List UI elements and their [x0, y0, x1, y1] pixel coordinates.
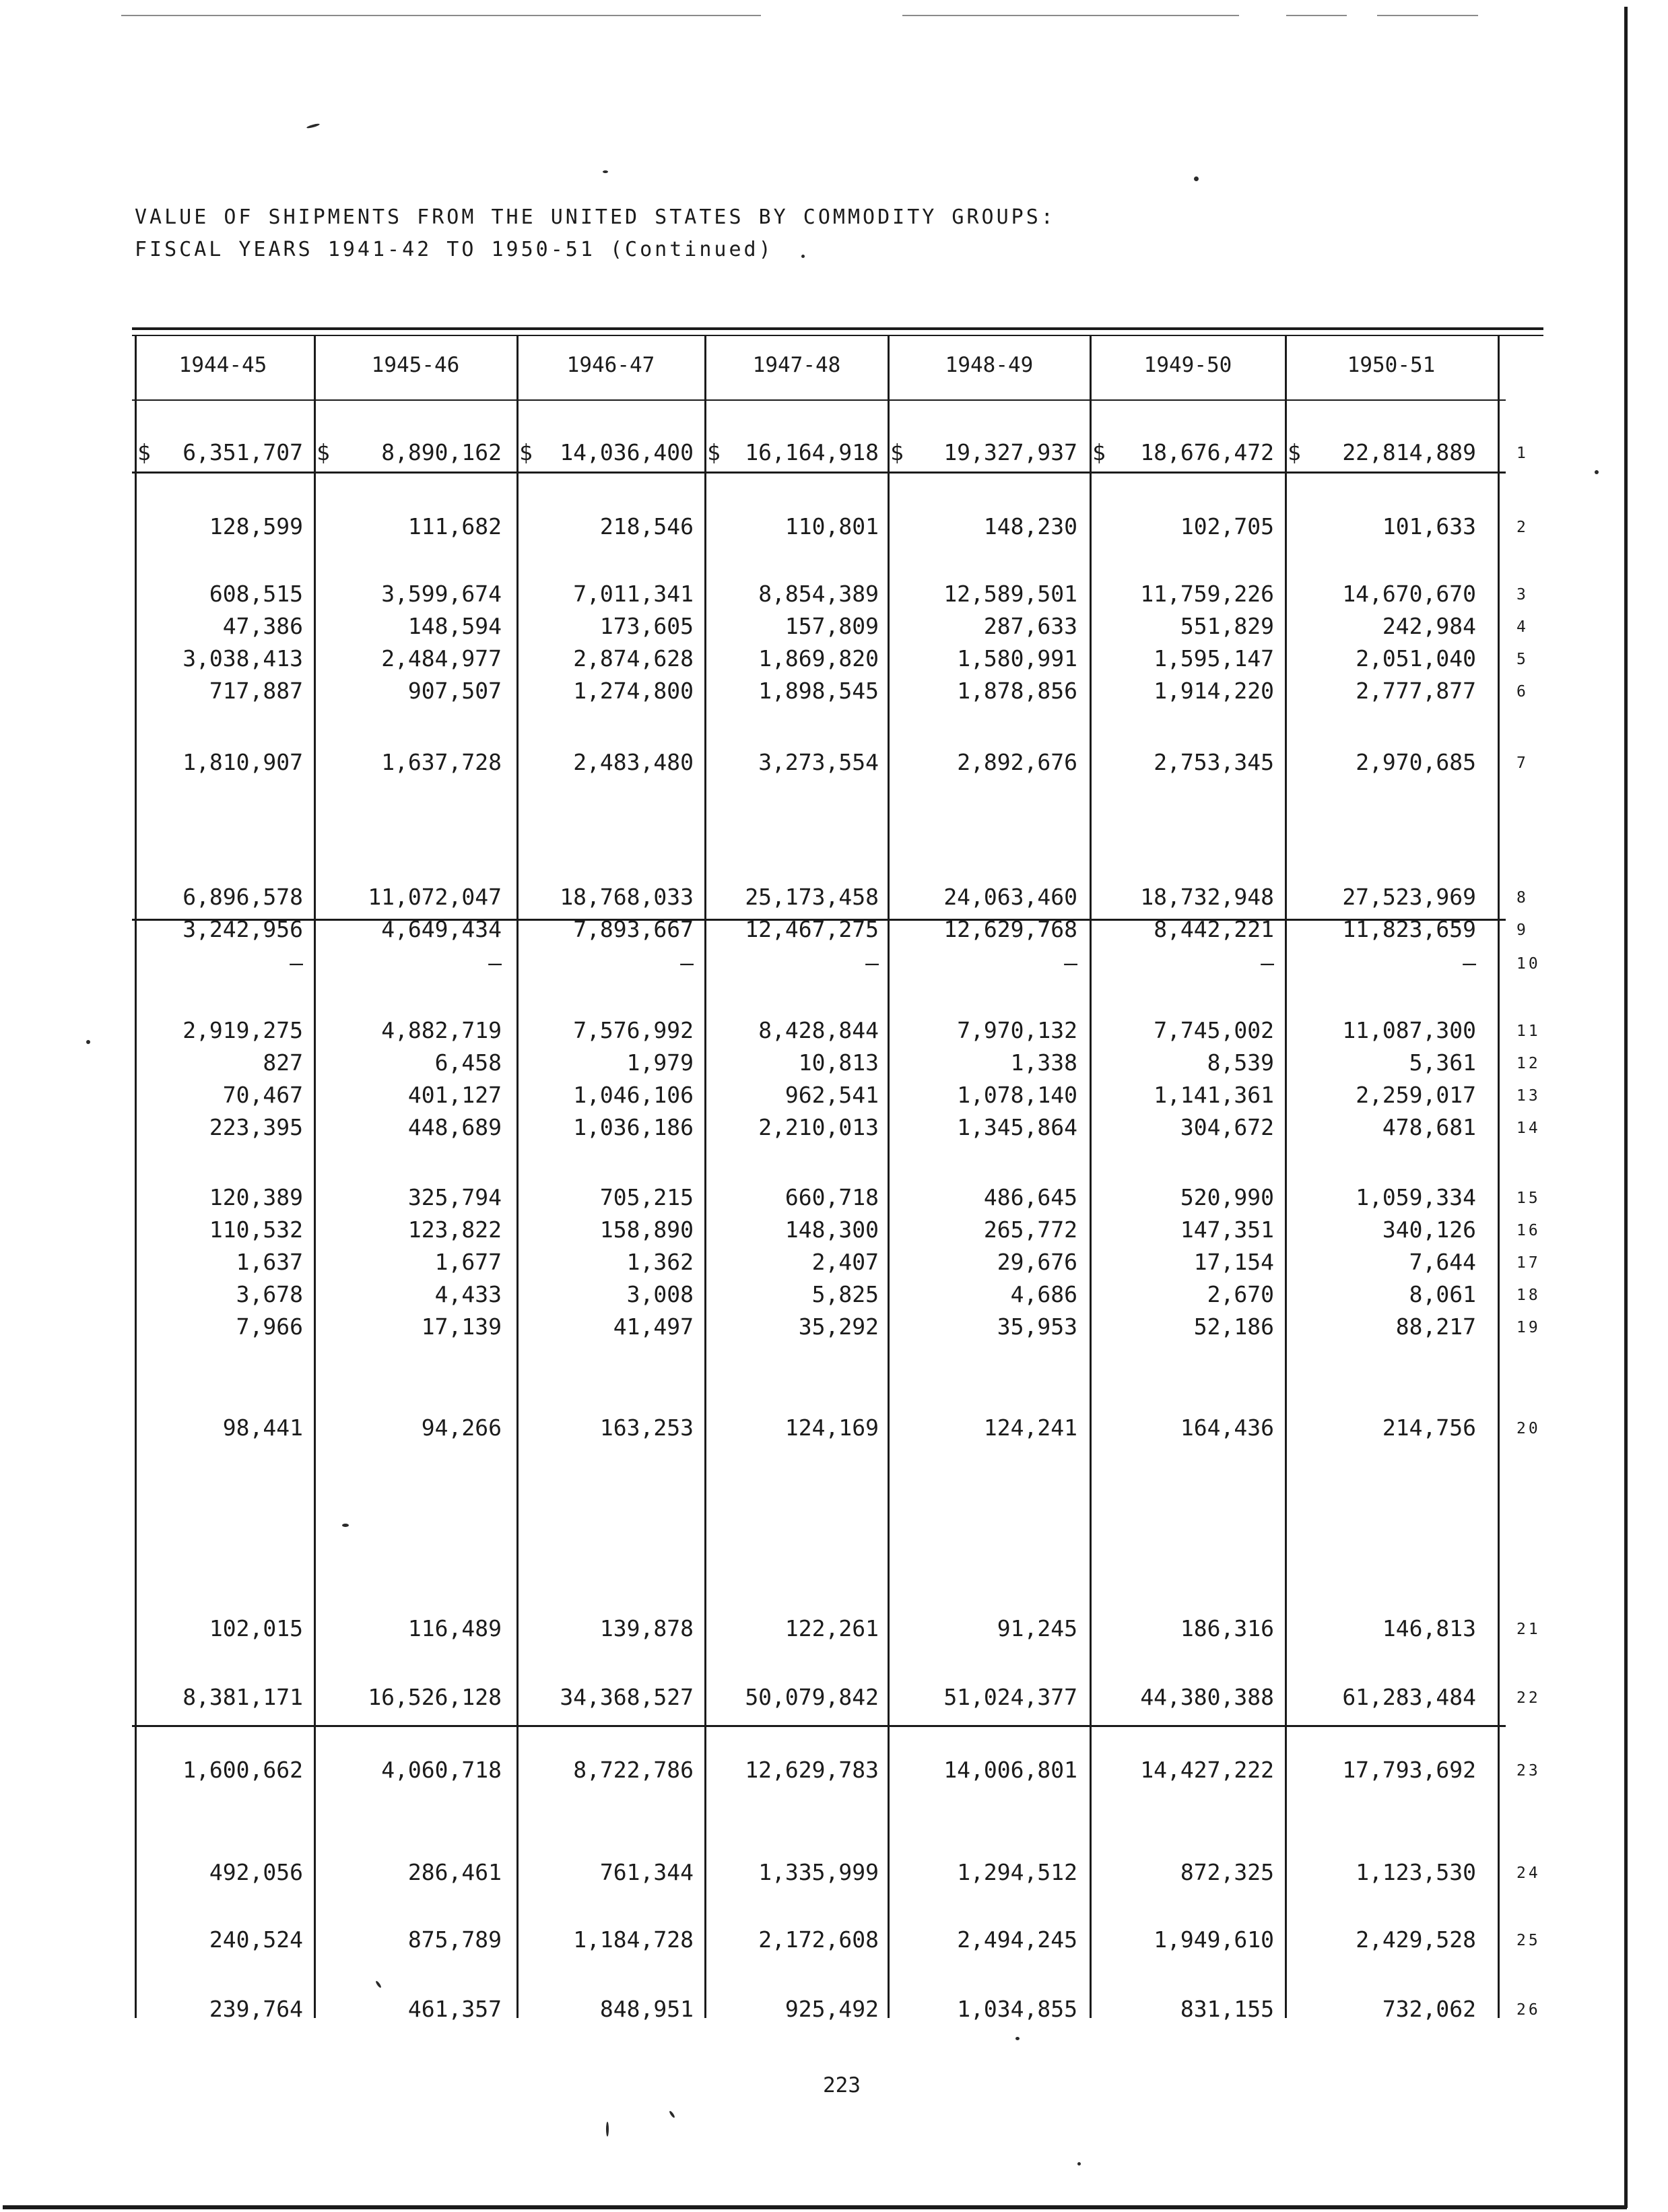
table-cell: 14,006,801 [943, 1757, 1077, 1783]
table-cell: 24,063,460 [943, 884, 1077, 910]
table-cell: 186,316 [1180, 1615, 1274, 1641]
table-cell: 4,060,718 [381, 1757, 502, 1783]
table-cell: 1,580,991 [957, 645, 1077, 672]
dollar-sign: $ [137, 439, 151, 465]
table-cell: 8,890,162 [381, 439, 502, 465]
table-cell: 110,532 [209, 1216, 303, 1243]
table-cell: 3,678 [236, 1281, 303, 1307]
table-cell: 22,814,889 [1342, 439, 1476, 465]
column-header-1944-45: 1944-45 [178, 353, 267, 377]
row-number: 12 [1516, 1055, 1541, 1072]
table-cell: 732,062 [1382, 1996, 1476, 2022]
table-cell: 925,492 [785, 1996, 879, 2022]
table-cell: 3,038,413 [182, 645, 303, 672]
table-cell: 239,764 [209, 1996, 303, 2022]
column-line [314, 336, 316, 2018]
row-number: 25 [1516, 1932, 1541, 1949]
table-cell: 3,008 [626, 1281, 694, 1307]
table-cell: 717,887 [209, 678, 303, 704]
row-number: 5 [1516, 651, 1529, 668]
table-cell: 146,813 [1382, 1615, 1476, 1641]
table-cell: 1,036,186 [573, 1114, 694, 1140]
table-cell: 8,854,389 [758, 581, 879, 607]
table-cell: 3,242,956 [182, 916, 303, 942]
table-cell: 1,123,530 [1356, 1859, 1476, 1885]
table-cell: 111,682 [407, 513, 502, 540]
column-header-1945-46: 1945-46 [371, 353, 460, 377]
row-number: 6 [1516, 683, 1529, 701]
table-cell: 14,036,400 [560, 439, 694, 465]
table-cell: 35,292 [798, 1313, 879, 1340]
table-cell: 7,970,132 [957, 1017, 1077, 1043]
table-cell: 520,990 [1180, 1184, 1274, 1210]
scan-speck [606, 2122, 609, 2137]
table-cell: 287,633 [983, 613, 1077, 639]
table-cell: 223,395 [209, 1114, 303, 1140]
table-cell: 831,155 [1180, 1996, 1274, 2022]
table-cell: 2,259,017 [1356, 1082, 1476, 1108]
table-cell: 1,294,512 [957, 1859, 1077, 1885]
table-cell: 1,878,856 [957, 678, 1077, 704]
table-cell: 551,829 [1180, 613, 1274, 639]
scan-speck [1194, 176, 1199, 181]
table-cell: 3,599,674 [381, 581, 502, 607]
row-number: 20 [1516, 1420, 1541, 1437]
table-cell: 265,772 [983, 1216, 1077, 1243]
table-cell: 124,169 [785, 1414, 879, 1441]
column-line [1090, 336, 1092, 2018]
table-cell: 12,629,768 [943, 916, 1077, 942]
table-cell: 240,524 [209, 1926, 303, 1953]
table-cell: 6,458 [434, 1049, 502, 1076]
table-cell: 1,949,610 [1154, 1926, 1274, 1953]
table-cell: 44,380,388 [1140, 1684, 1274, 1710]
table-cell: — [680, 950, 694, 976]
table-top-rule [132, 327, 1543, 330]
table-cell: 286,461 [407, 1859, 502, 1885]
table-title-line-1: VALUE OF SHIPMENTS FROM THE UNITED STATES BY COMMODITY GROUPS: [135, 205, 1056, 229]
table-cell: 1,046,106 [573, 1082, 694, 1108]
table-cell: 16,526,128 [368, 1684, 502, 1710]
table-cell: 2,892,676 [957, 749, 1077, 775]
table-cell: 110,801 [785, 513, 879, 540]
table-cell: 7,011,341 [573, 581, 694, 607]
dollar-sign: $ [1092, 439, 1106, 465]
dollar-sign: $ [316, 439, 330, 465]
column-line [1498, 336, 1500, 2018]
table-cell: 41,497 [613, 1313, 694, 1340]
table-cell: 1,335,999 [758, 1859, 879, 1885]
table-cell: 2,051,040 [1356, 645, 1476, 672]
table-cell: 304,672 [1180, 1114, 1274, 1140]
table-cell: 52,186 [1193, 1313, 1274, 1340]
table-cell: 101,633 [1382, 513, 1476, 540]
table-cell: 1,345,864 [957, 1114, 1077, 1140]
dollar-sign: $ [707, 439, 721, 465]
scan-speck [1595, 470, 1599, 474]
table-cell: 1,059,334 [1356, 1184, 1476, 1210]
table-cell: 492,056 [209, 1859, 303, 1885]
table-cell: 4,686 [1010, 1281, 1077, 1307]
table-cell: 34,368,527 [560, 1684, 694, 1710]
table-cell: 14,670,670 [1342, 581, 1476, 607]
table-cell: 761,344 [599, 1859, 694, 1885]
table-cell: 50,079,842 [745, 1684, 879, 1710]
table-cell: 608,515 [209, 581, 303, 607]
table-title-line-2: FISCAL YEARS 1941-42 TO 1950-51 (Continued) [135, 238, 774, 261]
table-cell: 12,467,275 [745, 916, 879, 942]
table-cell: 478,681 [1382, 1114, 1476, 1140]
scan-speck [801, 255, 805, 258]
table-cell: 164,436 [1180, 1414, 1274, 1441]
dollar-sign: $ [519, 439, 533, 465]
table-cell: 148,300 [785, 1216, 879, 1243]
table-cell: 11,823,659 [1342, 916, 1476, 942]
table-cell: 2,429,528 [1356, 1926, 1476, 1953]
total-row-rule [132, 471, 1506, 474]
table-cell: 11,759,226 [1140, 581, 1274, 607]
table-cell: 3,273,554 [758, 749, 879, 775]
table-cell: 163,253 [599, 1414, 694, 1441]
table-cell: 8,428,844 [758, 1017, 879, 1043]
column-line [888, 336, 890, 2018]
row-number: 22 [1516, 1689, 1541, 1707]
table-cell: 2,777,877 [1356, 678, 1476, 704]
table-cell: 8,722,786 [573, 1757, 694, 1783]
table-cell: 827 [263, 1049, 303, 1076]
table-cell: 17,154 [1193, 1249, 1274, 1275]
table-cell: 16,164,918 [745, 439, 879, 465]
table-cell: 1,595,147 [1154, 645, 1274, 672]
table-cell: 70,467 [222, 1082, 303, 1108]
table-cell: 401,127 [407, 1082, 502, 1108]
row-number: 11 [1516, 1022, 1541, 1040]
header-bottom-rule [132, 399, 1506, 401]
table-cell: 2,494,245 [957, 1926, 1077, 1953]
table-cell: 2,970,685 [1356, 749, 1476, 775]
dollar-sign: $ [1288, 439, 1301, 465]
table-cell: 61,283,484 [1342, 1684, 1476, 1710]
table-cell: 25,173,458 [745, 884, 879, 910]
dollar-sign: $ [890, 439, 904, 465]
table-cell: 1,141,361 [1154, 1082, 1274, 1108]
scan-speck [669, 2110, 675, 2118]
table-cell: 448,689 [407, 1114, 502, 1140]
table-cell: 1,184,728 [573, 1926, 694, 1953]
page-border-right [1624, 7, 1628, 2208]
table-cell: 12,629,783 [745, 1757, 879, 1783]
table-cell: 2,919,275 [182, 1017, 303, 1043]
table-cell: 705,215 [599, 1184, 694, 1210]
row-number: 2 [1516, 519, 1529, 536]
table-cell: 1,898,545 [758, 678, 879, 704]
table-cell: 7,893,667 [573, 916, 694, 942]
table-cell: 11,072,047 [368, 884, 502, 910]
row-number: 14 [1516, 1119, 1541, 1137]
top-scan-rule [121, 15, 761, 16]
table-cell: 19,327,937 [943, 439, 1077, 465]
table-cell: 1,637,728 [381, 749, 502, 775]
table-cell: 173,605 [599, 613, 694, 639]
table-cell: 102,705 [1180, 513, 1274, 540]
table-cell: 1,869,820 [758, 645, 879, 672]
table-cell: 2,484,977 [381, 645, 502, 672]
table-cell: 7,644 [1409, 1249, 1476, 1275]
table-cell: 35,953 [997, 1313, 1077, 1340]
row-number: 13 [1516, 1087, 1541, 1105]
table-cell: 1,362 [626, 1249, 694, 1275]
table-cell: 875,789 [407, 1926, 502, 1953]
table-cell: 8,061 [1409, 1281, 1476, 1307]
table-cell: 1,810,907 [182, 749, 303, 775]
column-header-1950-51: 1950-51 [1347, 353, 1436, 377]
scan-speck [306, 123, 320, 129]
table-cell: — [488, 950, 502, 976]
table-cell: 2,407 [811, 1249, 879, 1275]
table-cell: — [1463, 950, 1476, 976]
table-cell: 11,087,300 [1342, 1017, 1476, 1043]
table-cell: 7,745,002 [1154, 1017, 1274, 1043]
table-cell: 907,507 [407, 678, 502, 704]
row-number: 4 [1516, 618, 1529, 636]
table-cell: 157,809 [785, 613, 879, 639]
table-cell: — [1064, 950, 1077, 976]
row-number: 16 [1516, 1222, 1541, 1239]
table-cell: 94,266 [421, 1414, 502, 1441]
table-cell: 10,813 [798, 1049, 879, 1076]
column-header-1949-50: 1949-50 [1143, 353, 1232, 377]
table-cell: 6,351,707 [182, 439, 303, 465]
scan-speck [375, 1980, 382, 1988]
table-cell: 461,357 [407, 1996, 502, 2022]
row-number: 18 [1516, 1287, 1541, 1304]
page-border-bottom [3, 2205, 1627, 2209]
table-top-rule-thin [132, 335, 1543, 336]
table-cell: 1,078,140 [957, 1082, 1077, 1108]
table-cell: 660,718 [785, 1184, 879, 1210]
table-cell: 214,756 [1382, 1414, 1476, 1441]
table-cell: 2,874,628 [573, 645, 694, 672]
table-cell: 148,230 [983, 513, 1077, 540]
table-cell: 116,489 [407, 1615, 502, 1641]
table-cell: 98,441 [222, 1414, 303, 1441]
table-cell: 1,914,220 [1154, 678, 1274, 704]
table-cell: 158,890 [599, 1216, 694, 1243]
table-cell: 148,594 [407, 613, 502, 639]
table-cell: 124,241 [983, 1414, 1077, 1441]
table-cell: 4,433 [434, 1281, 502, 1307]
table-cell: 14,427,222 [1140, 1757, 1274, 1783]
table-cell: 2,172,608 [758, 1926, 879, 1953]
row-number: 19 [1516, 1319, 1541, 1336]
column-line [1285, 336, 1287, 2018]
table-cell: 5,825 [811, 1281, 879, 1307]
table-cell: 7,966 [236, 1313, 303, 1340]
row-number: 1 [1516, 445, 1529, 462]
table-cell: — [865, 950, 879, 976]
table-cell: 8,381,171 [182, 1684, 303, 1710]
table-cell: 1,274,800 [573, 678, 694, 704]
table-cell: 18,768,033 [560, 884, 694, 910]
table-cell: 8,539 [1207, 1049, 1274, 1076]
section-rule [132, 1725, 1506, 1727]
table-cell: 17,139 [421, 1313, 502, 1340]
table-cell: 6,896,578 [182, 884, 303, 910]
row-number: 23 [1516, 1762, 1541, 1780]
table-cell: 7,576,992 [573, 1017, 694, 1043]
table-cell: 1,637 [236, 1249, 303, 1275]
column-header-1946-47: 1946-47 [566, 353, 655, 377]
table-cell: 51,024,377 [943, 1684, 1077, 1710]
table-cell: 91,245 [997, 1615, 1077, 1641]
top-scan-rule [1377, 15, 1478, 16]
table-cell: 848,951 [599, 1996, 694, 2022]
table-cell: 2,670 [1207, 1281, 1274, 1307]
table-cell: 18,732,948 [1140, 884, 1274, 910]
table-cell: 47,386 [222, 613, 303, 639]
table-cell: 120,389 [209, 1184, 303, 1210]
column-header-1947-48: 1947-48 [752, 353, 841, 377]
table-cell: 4,649,434 [381, 916, 502, 942]
table-cell: 88,217 [1395, 1313, 1476, 1340]
table-cell: 5,361 [1409, 1049, 1476, 1076]
page-number: 223 [823, 2073, 861, 2097]
column-header-1948-49: 1948-49 [945, 353, 1034, 377]
table-cell: — [1261, 950, 1274, 976]
table-cell: 102,015 [209, 1615, 303, 1641]
top-scan-rule [902, 15, 1239, 16]
table-cell: 1,034,855 [957, 1996, 1077, 2022]
table-cell: 17,793,692 [1342, 1757, 1476, 1783]
table-cell: 12,589,501 [943, 581, 1077, 607]
row-number: 7 [1516, 754, 1529, 772]
row-number: 10 [1516, 955, 1541, 973]
table-cell: 8,442,221 [1154, 916, 1274, 942]
table-cell: 486,645 [983, 1184, 1077, 1210]
table-cell: 1,338 [1010, 1049, 1077, 1076]
table-cell: 147,351 [1180, 1216, 1274, 1243]
table-cell: 123,822 [407, 1216, 502, 1243]
table-cell: 2,753,345 [1154, 749, 1274, 775]
table-cell: 872,325 [1180, 1859, 1274, 1885]
table-cell: 340,126 [1382, 1216, 1476, 1243]
table-cell: 29,676 [997, 1249, 1077, 1275]
table-cell: 325,794 [407, 1184, 502, 1210]
table-cell: 128,599 [209, 513, 303, 540]
row-number: 21 [1516, 1621, 1541, 1638]
table-cell: 218,546 [599, 513, 694, 540]
row-number: 26 [1516, 2001, 1541, 2019]
table-cell: 1,979 [626, 1049, 694, 1076]
row-number: 24 [1516, 1864, 1541, 1882]
table-cell: 1,677 [434, 1249, 502, 1275]
row-number: 15 [1516, 1190, 1541, 1207]
scan-speck [342, 1524, 349, 1527]
table-cell: 962,541 [785, 1082, 879, 1108]
scan-speck [603, 170, 608, 173]
table-cell: 2,210,013 [758, 1114, 879, 1140]
scan-speck [1015, 2037, 1020, 2040]
table-cell: 27,523,969 [1342, 884, 1476, 910]
table-cell: 139,878 [599, 1615, 694, 1641]
row-number: 3 [1516, 586, 1529, 604]
table-cell: 4,882,719 [381, 1017, 502, 1043]
scan-speck [86, 1040, 90, 1044]
table-cell: 1,600,662 [182, 1757, 303, 1783]
table-cell: 242,984 [1382, 613, 1476, 639]
top-scan-rule [1286, 15, 1347, 16]
table-cell: — [290, 950, 303, 976]
table-cell: 2,483,480 [573, 749, 694, 775]
table-cell: 18,676,472 [1140, 439, 1274, 465]
row-number: 9 [1516, 921, 1529, 939]
row-number: 17 [1516, 1254, 1541, 1272]
scan-speck [1077, 2162, 1081, 2166]
row-number: 8 [1516, 889, 1529, 907]
table-cell: 122,261 [785, 1615, 879, 1641]
